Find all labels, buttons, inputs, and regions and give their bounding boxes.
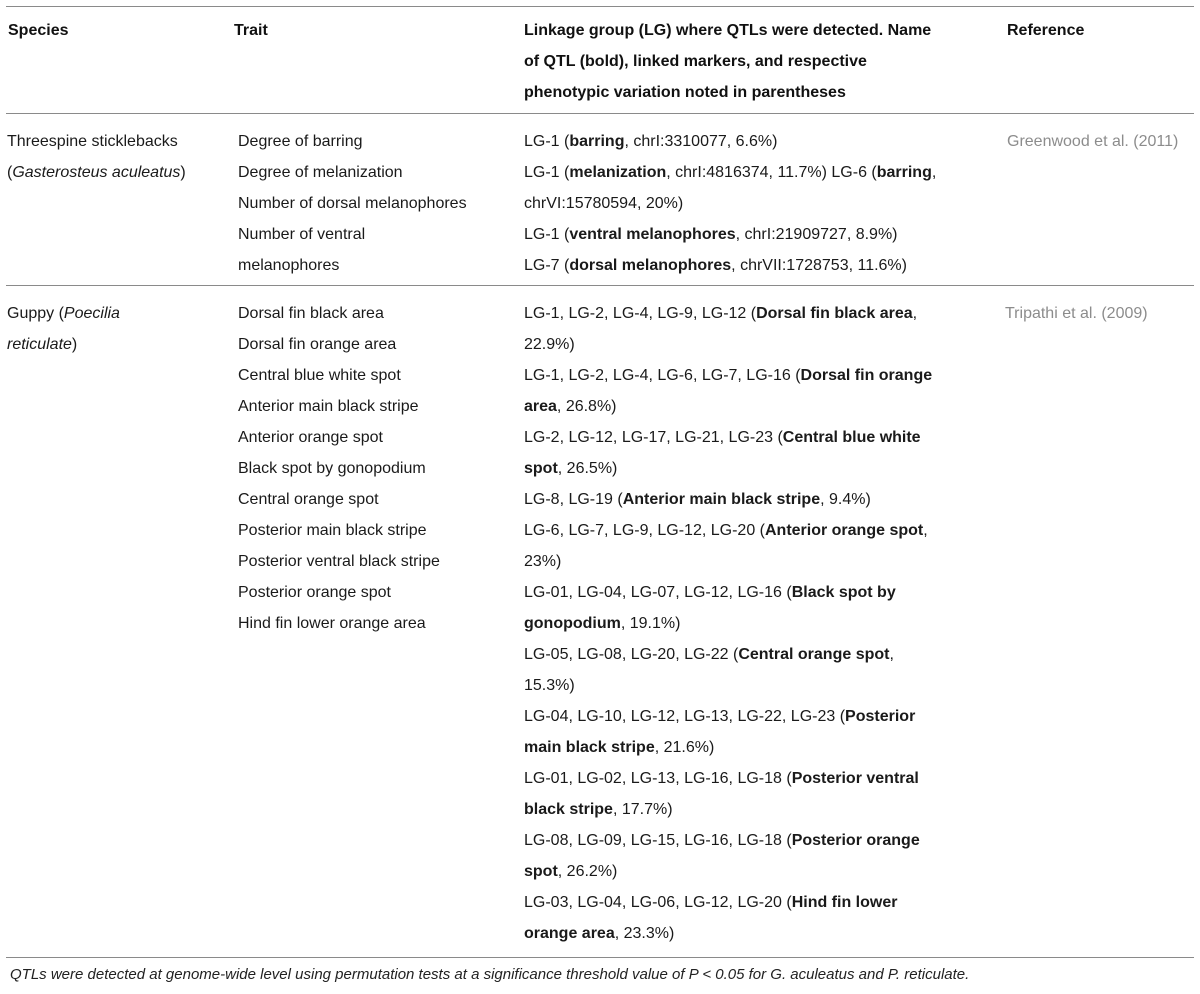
qtl-line: 15.3%) [524,677,575,694]
traits-stickleback [238,126,467,281]
qtl-line: LG-01, LG-02, LG-13, LG-16, LG-18 (Posterior ventral [524,770,919,787]
trait-item: Central orange spot [238,491,379,508]
trait-item: Number of ventral [238,226,366,243]
qtl-line: spot, 26.5%) [524,460,618,477]
species-latin-name: reticulate [7,336,72,353]
header-linkage-line: phenotypic variation noted in parentheses [524,84,846,101]
trait-item: Central blue white spot [238,367,401,384]
trait-item: Anterior main black stripe [238,398,419,415]
qtl-line: LG-1 (melanization, chrI:4816374, 11.7%) LG-6 (barring, [524,164,937,181]
header-trait: Trait [234,22,268,39]
trait-item: Degree of melanization [238,164,403,181]
qtl-line: LG-8, LG-19 (Anterior main black stripe, 9.4%) [524,491,871,508]
reference-stickleback: Greenwood et al. (2011) [1007,133,1179,150]
reference-guppy: Tripathi et al. (2009) [1005,305,1148,322]
trait-item: Posterior main black stripe [238,522,427,539]
trait-item: Dorsal fin orange area [238,336,397,353]
qtl-line: main black stripe, 21.6%) [524,739,715,756]
trait-item: Dorsal fin black area [238,305,384,322]
table-bottom-rule [6,957,1194,958]
species-guppy [7,298,120,360]
qtl-line: 22.9%) [524,336,575,353]
header-linkage [524,15,931,108]
traits-guppy [238,298,440,639]
qtl-list-guppy [524,298,932,949]
qtl-line: LG-01, LG-04, LG-07, LG-12, LG-16 (Black spot by [524,584,896,601]
qtl-line: LG-1, LG-2, LG-4, LG-6, LG-7, LG-16 (Dorsal fin orange [524,367,933,384]
qtl-line: black stripe, 17.7%) [524,801,673,818]
qtl-line: LG-05, LG-08, LG-20, LG-22 (Central orange spot, [524,646,894,663]
trait-item: Posterior ventral black stripe [238,553,440,570]
qtl-line: LG-6, LG-7, LG-9, LG-12, LG-20 (Anterior orange spot, [524,522,928,539]
species-common-name: Threespine sticklebacks [7,133,178,150]
qtl-line: LG-08, LG-09, LG-15, LG-16, LG-18 (Posterior orange [524,832,920,849]
qtl-line: LG-03, LG-04, LG-06, LG-12, LG-20 (Hind fin lower [524,894,898,911]
species-latin-line: (Gasterosteus aculeatus) [7,164,186,181]
species-stickleback [7,126,186,188]
species-latin-name: Poecilia [63,305,120,322]
trait-item: Number of dorsal melanophores [238,195,467,212]
trait-item: Degree of barring [238,133,363,150]
table-footnote: QTLs were detected at genome-wide level using permutation tests at a significance threshold value of P < 0.05 for G. aculeatus and P. reticulate. [10,966,970,983]
header-bottom-rule [6,113,1194,114]
qtl-line: area, 26.8%) [524,398,617,415]
group-divider-rule [6,285,1194,286]
qtl-line: orange area, 23.3%) [524,925,675,942]
qtl-line: chrVI:15780594, 20%) [524,195,684,212]
qtl-line: LG-1 (ventral melanophores, chrI:21909727, 8.9%) [524,226,898,243]
trait-item: Anterior orange spot [238,429,383,446]
species-latin-name: Gasterosteus aculeatus [12,164,181,181]
qtl-line: spot, 26.2%) [524,863,618,880]
trait-item: Posterior orange spot [238,584,391,601]
trait-item: melanophores [238,257,340,274]
qtl-line: LG-1, LG-2, LG-4, LG-9, LG-12 (Dorsal fin black area, [524,305,918,322]
header-reference: Reference [1007,22,1085,39]
header-species: Species [8,22,69,39]
trait-item: Black spot by gonopodium [238,460,426,477]
qtl-line: gonopodium, 19.1%) [524,615,681,632]
header-linkage-line: of QTL (bold), linked markers, and respective [524,53,867,70]
species-line: reticulate) [7,336,78,353]
qtl-line: 23%) [524,553,562,570]
qtl-line: LG-2, LG-12, LG-17, LG-21, LG-23 (Central blue white [524,429,921,446]
qtl-list-stickleback [524,126,936,281]
species-line: Guppy (Poecilia [7,305,120,322]
qtl-line: LG-04, LG-10, LG-12, LG-13, LG-22, LG-23 (Posterior [524,708,916,725]
qtl-line: LG-1 (barring, chrI:3310077, 6.6%) [524,133,778,150]
qtl-line: LG-7 (dorsal melanophores, chrVII:1728753, 11.6%) [524,257,907,274]
header-linkage-line: Linkage group (LG) where QTLs were detected. Name [524,22,932,39]
table-top-rule [6,6,1194,7]
trait-item: Hind fin lower orange area [238,615,426,632]
